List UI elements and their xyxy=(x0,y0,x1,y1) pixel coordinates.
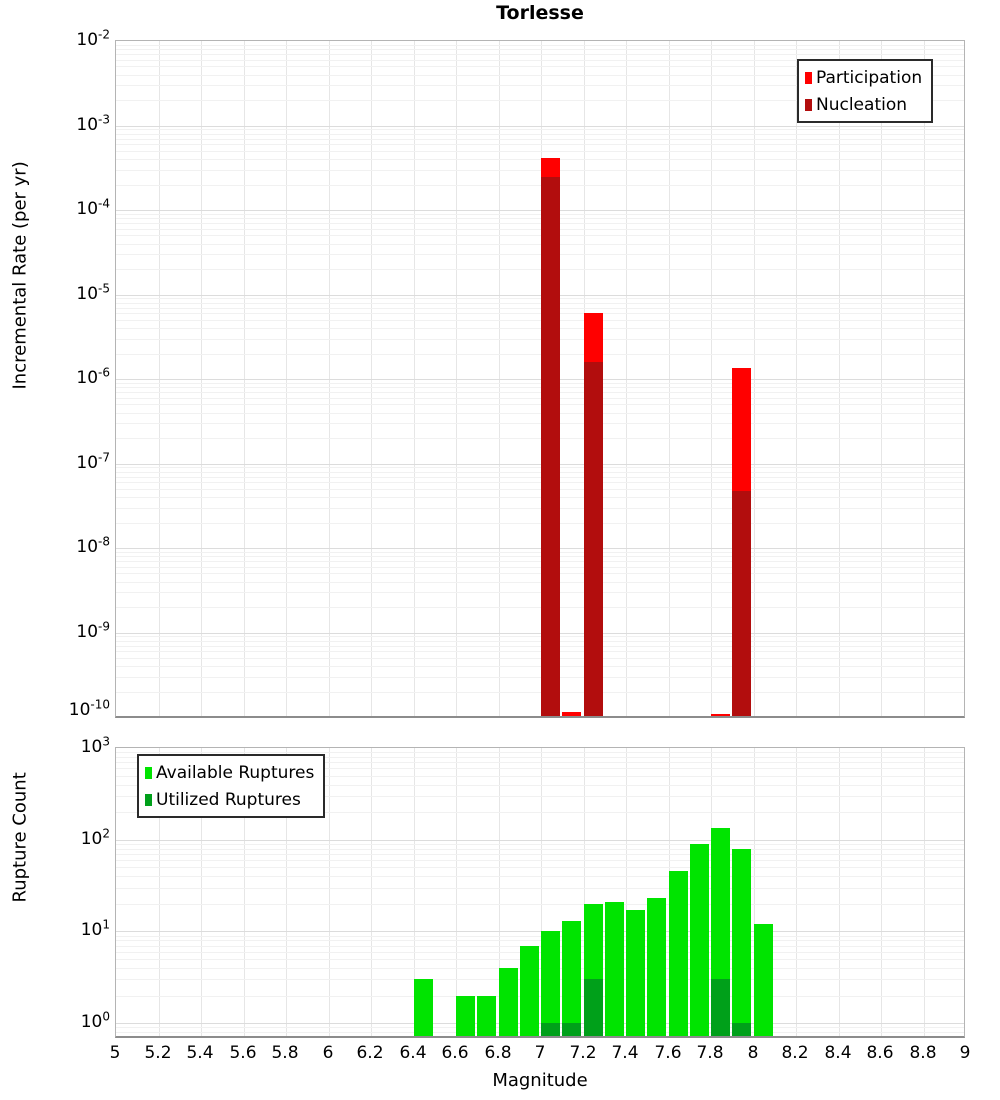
bar-nucleation-m7.95 xyxy=(732,491,751,717)
x-tick-label: 7 xyxy=(534,1043,546,1063)
x-tick-label: 5.4 xyxy=(186,1043,214,1063)
gridline-minor xyxy=(116,49,964,50)
gridline-minor xyxy=(116,170,964,171)
gridline-minor xyxy=(116,1032,964,1033)
gridline-minor xyxy=(116,223,964,224)
gridline-minor xyxy=(116,592,964,593)
gridline-minor xyxy=(116,646,964,647)
x-tick-label: 9 xyxy=(959,1043,971,1063)
gridline-minor xyxy=(116,269,964,270)
gridline-minor xyxy=(116,438,964,439)
y-tick-label: $10^{-9}$ xyxy=(76,619,110,642)
gridline-minor xyxy=(116,467,964,468)
gridline-minor xyxy=(116,404,964,405)
y-tick-label: $10^{-10}$ xyxy=(68,697,110,720)
bar-available-ruptures-m6.65 xyxy=(456,996,475,1037)
gridline-minor xyxy=(116,398,964,399)
gridline-minor xyxy=(116,313,964,314)
bar-available-ruptures-m8.05 xyxy=(754,924,773,1037)
gridline-vertical xyxy=(456,748,457,1036)
legend-rate xyxy=(797,59,933,123)
legend-label: Participation xyxy=(816,67,923,88)
gridline-minor xyxy=(116,185,964,186)
bar-available-ruptures-m6.45 xyxy=(414,979,433,1037)
gridline-minor xyxy=(116,523,964,524)
y-tick-exponent: -9 xyxy=(98,619,110,634)
bar-available-ruptures-m6.85 xyxy=(499,968,518,1037)
gridline-vertical xyxy=(839,748,840,1036)
x-tick-label: 8.6 xyxy=(866,1043,894,1063)
gridline-minor xyxy=(116,979,964,980)
legend-item-utilized-ruptures xyxy=(145,786,314,813)
gridline-minor xyxy=(116,677,964,678)
legend-swatch-icon xyxy=(145,767,152,779)
gridline-minor xyxy=(116,303,964,304)
gridline-minor xyxy=(116,582,964,583)
gridline-minor xyxy=(116,692,964,693)
y-tick-label: $10^{-8}$ xyxy=(76,534,110,557)
bar-nucleation-m7.05 xyxy=(541,177,560,717)
y-tick-label: $10^2$ xyxy=(80,826,110,849)
gridline-minor xyxy=(116,561,964,562)
gridline-minor xyxy=(116,339,964,340)
bar-nucleation-m7.25 xyxy=(584,362,603,717)
x-tick-label: 7.4 xyxy=(611,1043,639,1063)
gridline-minor xyxy=(116,1027,964,1028)
x-tick-label: 6.4 xyxy=(399,1043,427,1063)
gridline-minor xyxy=(116,666,964,667)
gridline-minor xyxy=(116,508,964,509)
legend-label: Nucleation xyxy=(816,94,908,115)
x-tick-label: 8.8 xyxy=(909,1043,937,1063)
gridline-minor xyxy=(116,607,964,608)
gridline-major xyxy=(116,379,964,380)
bar-available-ruptures-m7.95 xyxy=(732,849,751,1037)
legend-swatch-icon xyxy=(145,794,152,806)
gridline-minor xyxy=(116,413,964,414)
gridline-minor xyxy=(116,151,964,152)
x-tick-label: 6.8 xyxy=(484,1043,512,1063)
y-tick-exponent: -10 xyxy=(90,697,110,712)
gridline-minor xyxy=(116,392,964,393)
gridline-minor xyxy=(116,229,964,230)
x-tick-label: 6.2 xyxy=(356,1043,384,1063)
x-tick-label: 7.8 xyxy=(696,1043,724,1063)
x-tick-label: 5 xyxy=(109,1043,121,1063)
gridline-minor xyxy=(116,139,964,140)
bar-available-ruptures-m7.35 xyxy=(605,902,624,1037)
gridline-minor xyxy=(116,254,964,255)
gridline-minor xyxy=(116,849,964,850)
gridline-minor xyxy=(116,641,964,642)
x-tick-label: 8.2 xyxy=(781,1043,809,1063)
bar-available-ruptures-m7.55 xyxy=(647,898,666,1037)
y-tick-label: $10^{-7}$ xyxy=(76,450,110,473)
x-tick-label: 6.6 xyxy=(441,1043,469,1063)
gridline-minor xyxy=(116,952,964,953)
legend-label: Available Ruptures xyxy=(156,762,315,783)
gridline-minor xyxy=(116,144,964,145)
y-tick-exponent: -6 xyxy=(98,365,110,380)
x-tick-label: 8.4 xyxy=(824,1043,852,1063)
legend-label: Utilized Ruptures xyxy=(156,789,301,810)
bar-available-ruptures-m7.45 xyxy=(626,910,645,1037)
bar-participation-m7.85 xyxy=(711,714,730,717)
gridline-minor xyxy=(116,235,964,236)
gridline-major xyxy=(116,210,964,211)
gridline-vertical xyxy=(881,748,882,1036)
gridline-minor xyxy=(116,888,964,889)
legend-swatch-icon xyxy=(805,99,812,111)
gridline-major xyxy=(116,295,964,296)
gridline-minor xyxy=(116,320,964,321)
y-tick-exponent: -4 xyxy=(98,196,110,211)
y-tick-exponent: -5 xyxy=(98,281,110,296)
bar-available-ruptures-m7.15 xyxy=(562,921,581,1037)
y-tick-label: $10^{-5}$ xyxy=(76,281,110,304)
chart-title: Torlesse xyxy=(496,2,584,24)
legend-item-nucleation xyxy=(805,91,922,118)
gridline-minor xyxy=(116,556,964,557)
y-tick-exponent: 3 xyxy=(102,734,110,749)
gridline-minor xyxy=(116,308,964,309)
legend-item-available-ruptures xyxy=(145,759,314,786)
y-tick-exponent: 2 xyxy=(102,826,110,841)
gridline-minor xyxy=(116,968,964,969)
y-tick-exponent: -8 xyxy=(98,534,110,549)
gridline-minor xyxy=(116,552,964,553)
gridline-minor xyxy=(116,752,964,753)
gridline-minor xyxy=(116,959,964,960)
gridline-minor xyxy=(116,854,964,855)
gridline-vertical xyxy=(329,748,330,1036)
gridline-major xyxy=(116,548,964,549)
legend-count xyxy=(137,754,325,818)
gridline-minor xyxy=(116,936,964,937)
gridline-vertical xyxy=(924,748,925,1036)
gridline-minor xyxy=(116,472,964,473)
y-tick-label: $10^0$ xyxy=(80,1009,110,1032)
gridline-minor xyxy=(116,423,964,424)
gridline-minor xyxy=(116,651,964,652)
gridline-minor xyxy=(116,134,964,135)
gridline-minor xyxy=(116,996,964,997)
bar-utilized-ruptures-m7.85 xyxy=(711,979,730,1037)
gridline-minor xyxy=(116,159,964,160)
gridline-minor xyxy=(116,876,964,877)
gridline-minor xyxy=(116,477,964,478)
bar-available-ruptures-m6.75 xyxy=(477,996,496,1037)
gridline-major xyxy=(116,1023,964,1024)
gridline-major xyxy=(116,633,964,634)
y-tick-exponent: 1 xyxy=(102,917,110,932)
bar-available-ruptures-m7.75 xyxy=(690,844,709,1037)
gridline-vertical xyxy=(796,748,797,1036)
bar-utilized-ruptures-m7.25 xyxy=(584,979,603,1037)
gridline-vertical xyxy=(371,748,372,1036)
gridline-minor xyxy=(116,567,964,568)
gridline-minor xyxy=(116,497,964,498)
bar-utilized-ruptures-m7.95 xyxy=(732,1023,751,1037)
gridline-minor xyxy=(116,573,964,574)
y-tick-label: $10^3$ xyxy=(80,734,110,757)
gridline-minor xyxy=(116,218,964,219)
bar-available-ruptures-m6.95 xyxy=(520,946,539,1037)
x-tick-label: 7.6 xyxy=(654,1043,682,1063)
gridline-minor xyxy=(116,328,964,329)
gridline-major xyxy=(116,931,964,932)
gridline-major xyxy=(116,840,964,841)
bar-available-ruptures-m7.65 xyxy=(669,871,688,1037)
y-tick-exponent: -3 xyxy=(98,112,110,127)
x-tick-label: 8 xyxy=(747,1043,759,1063)
y-tick-label: $10^1$ xyxy=(80,917,110,940)
x-tick-label: 6 xyxy=(322,1043,334,1063)
gridline-minor xyxy=(116,214,964,215)
y-tick-label: $10^{-6}$ xyxy=(76,365,110,388)
bar-available-ruptures-m7.05 xyxy=(541,931,560,1037)
gridline-minor xyxy=(116,482,964,483)
bar-participation-m7.15 xyxy=(562,712,581,717)
legend-item-participation xyxy=(805,64,922,91)
x-tick-label: 5.8 xyxy=(271,1043,299,1063)
y-axis-label-count: Rupture Count xyxy=(9,772,31,903)
gridline-minor xyxy=(116,383,964,384)
plot-panel-incremental-rate xyxy=(115,40,965,718)
gridline-minor xyxy=(116,244,964,245)
bar-utilized-ruptures-m7.15 xyxy=(562,1023,581,1037)
x-tick-label: 5.6 xyxy=(229,1043,257,1063)
y-tick-label: $10^{-2}$ xyxy=(76,27,110,50)
gridline-minor xyxy=(116,129,964,130)
y-axis-label-rate: Incremental Rate (per yr) xyxy=(9,161,31,390)
gridline-major xyxy=(116,126,964,127)
gridline-minor xyxy=(116,354,964,355)
y-tick-exponent: -2 xyxy=(98,27,110,42)
gridline-minor xyxy=(116,45,964,46)
x-axis-label: Magnitude xyxy=(492,1070,588,1091)
y-tick-exponent: -7 xyxy=(98,450,110,465)
gridline-minor xyxy=(116,904,964,905)
gridline-minor xyxy=(116,940,964,941)
legend-swatch-icon xyxy=(805,72,812,84)
gridline-minor xyxy=(116,636,964,637)
y-tick-label: $10^{-3}$ xyxy=(76,112,110,135)
x-tick-label: 7.2 xyxy=(569,1043,597,1063)
gridline-minor xyxy=(116,860,964,861)
gridline-major xyxy=(116,464,964,465)
y-tick-exponent: 0 xyxy=(102,1009,110,1024)
gridline-minor xyxy=(116,387,964,388)
gridline-minor xyxy=(116,844,964,845)
gridline-minor xyxy=(116,658,964,659)
gridline-minor xyxy=(116,946,964,947)
gridline-minor xyxy=(116,54,964,55)
x-tick-label: 5.2 xyxy=(144,1043,172,1063)
gridline-minor xyxy=(116,489,964,490)
y-tick-label: $10^{-4}$ xyxy=(76,196,110,219)
bar-utilized-ruptures-m7.05 xyxy=(541,1023,560,1037)
gridline-minor xyxy=(116,298,964,299)
gridline-minor xyxy=(116,867,964,868)
